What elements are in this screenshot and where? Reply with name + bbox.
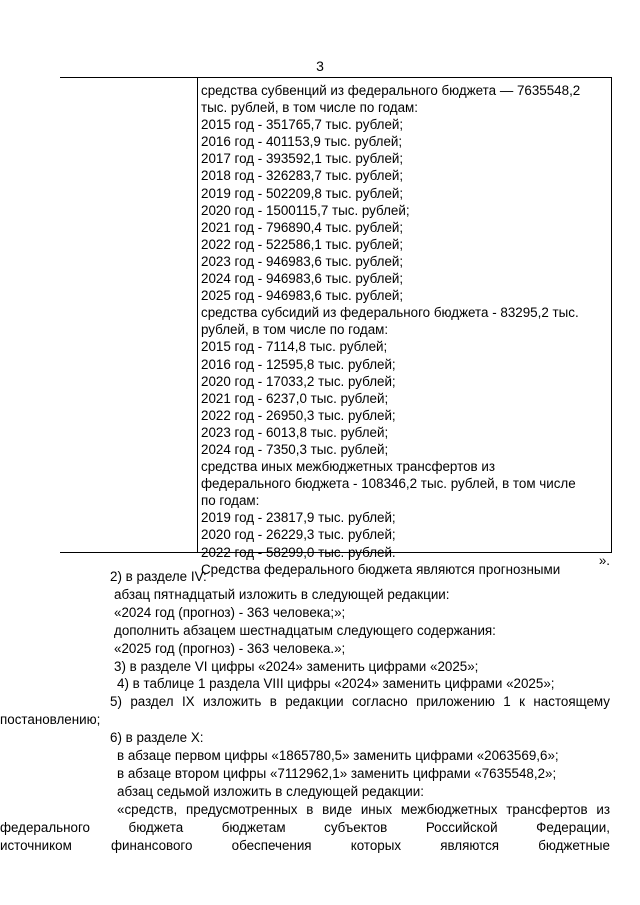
funding-line: 2019 год - 502209,8 тыс. рублей; [201,185,404,201]
funding-line: 2017 год - 393592,1 тыс. рублей; [201,151,404,167]
table-right-cell [198,78,612,577]
funding-line: рублей, в том числе по годам: [201,322,389,338]
funding-line: 2020 год - 17033,2 тыс. рублей; [201,373,396,389]
paragraph-section-x-second: в абзаце втором цифры «7112962,1» заменить цифрами «7635548,2»; [117,765,557,781]
funding-line: 2020 год - 1500115,7 тыс. рублей; [201,202,410,218]
funding-line: федерального бюджета - 108346,2 тыс. рублей, в том числе [201,476,576,492]
paragraph-16-instruction: дополнить абзацем шестнадцатым следующего содержания: [114,622,496,638]
paragraph-new-text-line-2: федерального бюджета бюджетам субъектов Российской Федерации, [0,819,610,835]
paragraph-section-ix-cont: постановлению; [0,712,101,728]
funding-line: 2023 год - 946983,6 тыс. рублей; [201,253,404,269]
funding-line: 2022 год - 522586,1 тыс. рублей; [201,236,404,252]
funding-line: 2022 год - 58299,0 тыс. рублей. [201,544,396,560]
funding-line: Средства федерального бюджета являются прогнозными [201,561,561,577]
funding-line: 2025 год - 946983,6 тыс. рублей; [201,288,404,304]
funding-line: 2024 год - 946983,6 тыс. рублей; [201,271,404,287]
funding-line: средства субсидий из федерального бюджета - 83295,2 тыс. [201,305,579,321]
funding-line: 2023 год - 6013,8 тыс. рублей; [201,424,389,440]
paragraph-section-x-first: в абзаце первом цифры «1865780,5» заменить цифрами «2063569,6»; [117,748,559,764]
funding-line: по годам: [201,493,260,509]
funding-line: 2021 год - 796890,4 тыс. рублей; [201,219,404,235]
funding-line: средства субвенций из федерального бюджета — 7635548,2 [201,83,581,98]
paragraph-section-viii: 4) в таблице 1 раздела VIII цифры «2024» заменить цифрами «2025»; [117,676,555,692]
paragraph-section-vi: 3) в разделе VI цифры «2024» заменить цифрами «2025»; [114,658,479,674]
amendment-text [0,568,610,855]
funding-line: тыс. рублей, в том числе по годам: [201,100,418,116]
funding-lines [201,82,609,578]
funding-line: 2022 год - 26950,3 тыс. рублей; [201,407,396,423]
paragraph-16-text: «2025 год (прогноз) - 363 человека.»; [114,640,346,656]
funding-line: 2019 год - 23817,9 тыс. рублей; [201,510,396,526]
paragraph-section-x: 6) в разделе X: [110,730,204,746]
funding-line: 2020 год - 26229,3 тыс. рублей; [201,527,396,543]
funding-line: 2015 год - 351765,7 тыс. рублей; [201,117,404,133]
table-left-cell [60,78,198,552]
paragraph-new-text-line-1: «средств, предусмотренных в виде иных межбюджетных трансфертов из [117,801,610,817]
paragraph-new-text-line-3: источником финансового обеспечения которых являются бюджетные [0,837,610,853]
paragraph-section-ix: 5) раздел IX изложить в редакции согласно приложению 1 к настоящему [110,694,610,710]
closing-quote: ». [598,553,610,568]
funding-line: 2024 год - 7350,3 тыс. рублей; [201,441,389,457]
funding-line: 2016 год - 12595,8 тыс. рублей; [201,356,396,372]
funding-line: 2016 год - 401153,9 тыс. рублей; [201,134,403,150]
page-number: 3 [316,58,324,74]
funding-line: 2018 год - 326283,7 тыс. рублей; [201,168,404,184]
funding-line: средства иных межбюджетных трансфертов из [201,459,495,475]
paragraph-section-iv: 2) в разделе IV: [110,569,207,584]
paragraph-15-text: «2024 год (прогноз) - 363 человека;»; [114,604,346,620]
funding-line: 2015 год - 7114,8 тыс. рублей; [201,339,388,355]
funding-line: 2021 год - 6237,0 тыс. рублей; [201,390,389,406]
paragraph-15-instruction: абзац пятнадцатый изложить в следующей редакции: [114,586,450,602]
paragraph-section-x-seventh: абзац седьмой изложить в следующей редакции: [117,783,424,799]
